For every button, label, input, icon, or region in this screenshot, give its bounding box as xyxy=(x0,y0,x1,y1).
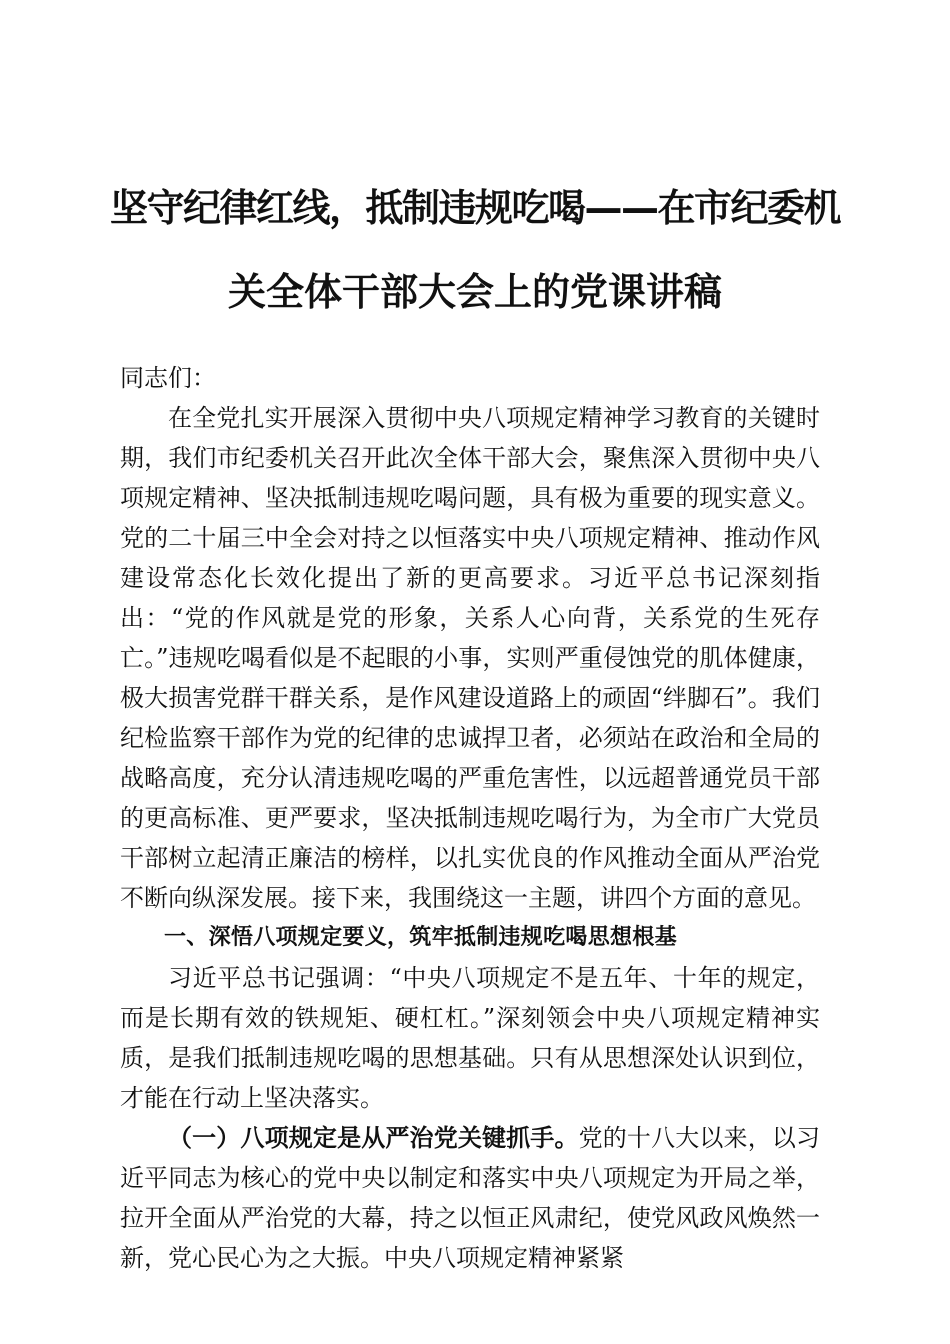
subsection-1-lead: （一）八项规定是从严治党关键抓手。 xyxy=(168,1123,579,1152)
subsection-1-text: 党的十八大以来，以习近平同志为核心的党中央以制定和落实中央八项规定为开局之举，拉开全面从严治党的大幕，持之以恒正风肃纪，使党风政风焕然一新，党心民心为之大振。中央八项规定精神紧紧 xyxy=(120,1124,821,1272)
document-body xyxy=(120,358,820,1278)
document-title xyxy=(110,166,840,334)
intro-paragraph: 在全党扎实开展深入贯彻中央八项规定精神学习教育的关键时期，我们市纪委机关召开此次全体干部大会，聚焦深入贯彻中央八项规定精神、坚决抵制违规吃喝问题，具有极为重要的现实意义。党的二十届三中全会对持之以恒落实中央八项规定精神、推动作风建设常态化长效化提出了新的更高要求。习近平总书记深刻指出：“党的作风就是党的形象，关系人心向背，关系党的生死存亡。”违规吃喝看似是不起眼的小事，实则严重侵蚀党的肌体健康，极大损害党群干群关系，是作风建设道路上的顽固“绊脚石”。我们纪检监察干部作为党的纪律的忠诚捍卫者，必须站在政治和全局的战略高度，充分认清违规吃喝的严重危害性，以远超普通党员干部的更高标准、更严要求，坚决抵制违规吃喝行为，为全市广大党员干部树立起清正廉洁的榜样，以扎实优良的作风推动全面从严治党不断向纵深发展。接下来，我围绕这一主题，讲四个方面的意见。 xyxy=(120,404,820,912)
title-line-1: 坚守纪律红线，抵制违规吃喝——在市纪委机 xyxy=(110,186,841,230)
title-line-2: 关全体干部大会上的党课讲稿 xyxy=(227,270,722,314)
subsection-1-paragraph xyxy=(120,1118,820,1278)
section-1-heading: 一、深悟八项规定要义，筑牢抵制违规吃喝思想根基 xyxy=(164,925,677,950)
salutation: 同志们： xyxy=(120,364,216,392)
section-1-paragraph: 习近平总书记强调：“中央八项规定不是五年、十年的规定，而是长期有效的铁规矩、硬杠杠。”深刻领会中央八项规定精神实质，是我们抵制违规吃喝的思想基础。只有从思想深处认识到位，才能在行动上坚决落实。 xyxy=(120,964,820,1112)
